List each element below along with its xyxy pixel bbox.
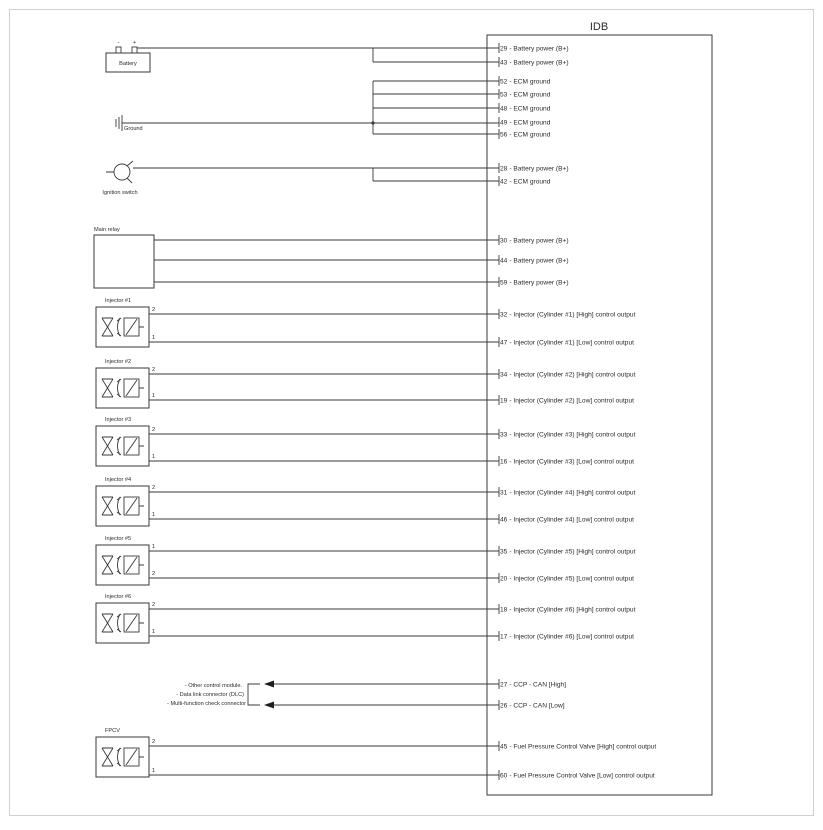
pin-description: - CCP - CAN [Low] <box>509 702 565 710</box>
injector-wires <box>149 746 499 775</box>
pin-label <box>500 258 569 265</box>
pin-label <box>500 490 636 497</box>
pin-number: 48 <box>500 105 508 113</box>
pin-description: - CCP - CAN [High] <box>509 681 567 689</box>
pin-number: 27 <box>500 681 508 689</box>
injector-3 <box>96 417 499 466</box>
pin-label <box>500 576 634 583</box>
battery-plus-sign: + <box>132 40 137 46</box>
pin-number: 17 <box>500 633 508 641</box>
ignition-switch-label: Ignition switch <box>102 190 138 196</box>
pin-description: - Injector (Cylinder #6) [Low] control output <box>509 633 634 641</box>
injector-bottom-pin: 1 <box>152 512 156 518</box>
injector-2 <box>96 359 499 408</box>
ignition-switch-icon <box>114 164 130 180</box>
injector-bottom-pin: 1 <box>152 335 156 341</box>
injector-top-pin: 1 <box>152 544 156 550</box>
pin-description: - Injector (Cylinder #4) [Low] control output <box>509 516 634 524</box>
injector-bottom-pin: 2 <box>152 571 156 577</box>
battery-component <box>106 40 150 72</box>
main-relay-component <box>94 227 154 288</box>
pin-description: - Battery power (B+) <box>509 279 569 287</box>
injector-label: Injector #3 <box>105 417 132 423</box>
pin-label <box>500 312 636 319</box>
pin-number: 47 <box>500 339 508 347</box>
injector-top-pin: 2 <box>152 307 156 313</box>
pin-label <box>500 459 634 466</box>
pin-number: 29 <box>500 45 508 53</box>
pin-number: 31 <box>500 489 508 497</box>
pin-label <box>500 372 636 379</box>
pin-number: 30 <box>500 237 508 245</box>
pin-label <box>500 634 634 641</box>
can-high-arrow-icon <box>264 681 274 688</box>
pin-description: - Battery power (B+) <box>509 59 569 67</box>
ground-junction-dot <box>371 121 374 124</box>
injector-wires <box>149 492 499 519</box>
pin-description: - Battery power (B+) <box>509 165 569 173</box>
pin-number: 34 <box>500 371 508 379</box>
injector-top-pin: 2 <box>152 739 156 745</box>
pin-number: 16 <box>500 458 508 466</box>
pin-description: - Injector (Cylinder #6) [High] control output <box>509 606 636 614</box>
battery-positive-terminal <box>132 47 137 53</box>
pin-number: 28 <box>500 165 508 173</box>
pin-description: - Injector (Cylinder #3) [High] control output <box>509 431 636 439</box>
pin-number: 18 <box>500 606 508 614</box>
pin-label <box>500 398 634 405</box>
ground-wires <box>122 81 499 134</box>
injector-bottom-pin: 1 <box>152 393 156 399</box>
pin-description: - Fuel Pressure Control Valve [Low] control output <box>509 772 655 780</box>
pin-number: 20 <box>500 575 508 583</box>
pin-number: 26 <box>500 702 508 710</box>
injector-6 <box>96 594 499 643</box>
pin-number: 59 <box>500 279 508 287</box>
battery-negative-terminal <box>116 47 121 53</box>
pin-number: 35 <box>500 548 508 556</box>
pin-label <box>500 773 655 780</box>
pin-label <box>500 238 569 245</box>
injector-wires <box>149 434 499 461</box>
pin-number: 33 <box>500 431 508 439</box>
injector-1 <box>96 298 499 347</box>
pin-description: - Injector (Cylinder #1) [Low] control output <box>509 339 634 347</box>
battery-label: Battery <box>119 61 137 67</box>
injector-bottom-pin: 1 <box>152 629 156 635</box>
pin-number: 45 <box>500 743 508 751</box>
pin-description: - ECM ground <box>509 131 551 139</box>
ground-icon <box>116 115 122 131</box>
pin-label <box>500 607 636 614</box>
fpcv-component <box>96 728 499 777</box>
comm-target-2: - Data link connector (DLC) <box>176 692 244 698</box>
pin-number: 56 <box>500 131 508 139</box>
pin-label <box>500 280 569 287</box>
injector-4 <box>96 477 499 526</box>
pin-label <box>500 744 656 751</box>
main-relay-label: Main relay <box>94 227 120 233</box>
injector-wires <box>149 374 499 400</box>
injector-label: FPCV <box>105 728 120 734</box>
module-title: IDB <box>589 21 609 33</box>
pin-label <box>500 517 634 524</box>
injector-wires <box>149 609 499 636</box>
pin-label <box>500 703 565 710</box>
pin-label <box>500 682 566 689</box>
pin-number: 46 <box>500 516 508 524</box>
injector-label: Injector #1 <box>105 298 132 304</box>
pin-label <box>500 46 569 53</box>
ignition-switch-component <box>102 161 137 196</box>
can-communication <box>167 681 499 709</box>
pin-description: - Battery power (B+) <box>509 257 569 265</box>
comm-target-3: - Multi-function check connector <box>167 701 246 707</box>
pin-number: 53 <box>500 91 508 99</box>
comm-target-1: - Other control module. <box>184 683 242 689</box>
pin-number: 43 <box>500 59 508 67</box>
pin-label <box>500 60 569 67</box>
pin-label <box>500 549 636 556</box>
pin-description: - ECM ground <box>509 78 551 86</box>
pin-number: 52 <box>500 78 508 86</box>
pin-label <box>500 166 569 173</box>
injector-label: Injector #2 <box>105 359 132 365</box>
ground-label: Ground <box>124 126 143 132</box>
pin-description: - Injector (Cylinder #4) [High] control output <box>509 489 636 497</box>
injector-top-pin: 2 <box>152 427 156 433</box>
can-low-arrow-icon <box>264 702 274 709</box>
injector-label: Injector #6 <box>105 594 132 600</box>
injector-top-pin: 2 <box>152 367 156 373</box>
ignition-wires <box>133 168 499 181</box>
pin-description: - ECM ground <box>509 119 551 127</box>
pin-label <box>500 340 634 347</box>
can-wires <box>272 684 499 705</box>
injector-wires <box>149 314 499 342</box>
pin-number: 42 <box>500 178 508 186</box>
pin-label <box>500 432 636 439</box>
main-relay-wires <box>154 240 499 282</box>
pin-description: - Battery power (B+) <box>509 45 569 53</box>
pin-description: - Fuel Pressure Control Valve [High] control output <box>509 743 657 751</box>
pin-number: 32 <box>500 311 508 319</box>
main-relay-box <box>94 235 154 288</box>
pin-description: - Injector (Cylinder #3) [Low] control output <box>509 458 634 466</box>
injector-top-pin: 2 <box>152 602 156 608</box>
ground-component <box>116 115 143 132</box>
pin-description: - Injector (Cylinder #5) [Low] control output <box>509 575 634 583</box>
pin-description: - ECM ground <box>509 91 551 99</box>
pin-description: - Injector (Cylinder #5) [High] control output <box>509 548 636 556</box>
injector-label: Injector #4 <box>105 477 132 483</box>
battery-wires <box>137 48 499 62</box>
comm-bracket <box>248 684 260 705</box>
injector-label: Injector #5 <box>105 536 132 542</box>
injector-top-pin: 2 <box>152 485 156 491</box>
injector-bottom-pin: 1 <box>152 454 156 460</box>
battery-minus-sign: - <box>117 40 120 46</box>
pin-number: 60 <box>500 772 508 780</box>
injector-5 <box>96 536 499 585</box>
injector-bottom-pin: 1 <box>152 768 156 774</box>
pin-description: - Battery power (B+) <box>509 237 569 245</box>
injector-wires <box>149 551 499 578</box>
pin-number: 19 <box>500 397 508 405</box>
pin-description: - Injector (Cylinder #1) [High] control output <box>509 311 636 319</box>
pin-description: - ECM ground <box>509 105 551 113</box>
pin-number: 49 <box>500 119 508 127</box>
pin-number: 44 <box>500 257 508 265</box>
pin-description: - Injector (Cylinder #2) [High] control output <box>509 371 636 379</box>
pin-description: - ECM ground <box>509 178 551 186</box>
pin-description: - Injector (Cylinder #2) [Low] control output <box>509 397 634 405</box>
